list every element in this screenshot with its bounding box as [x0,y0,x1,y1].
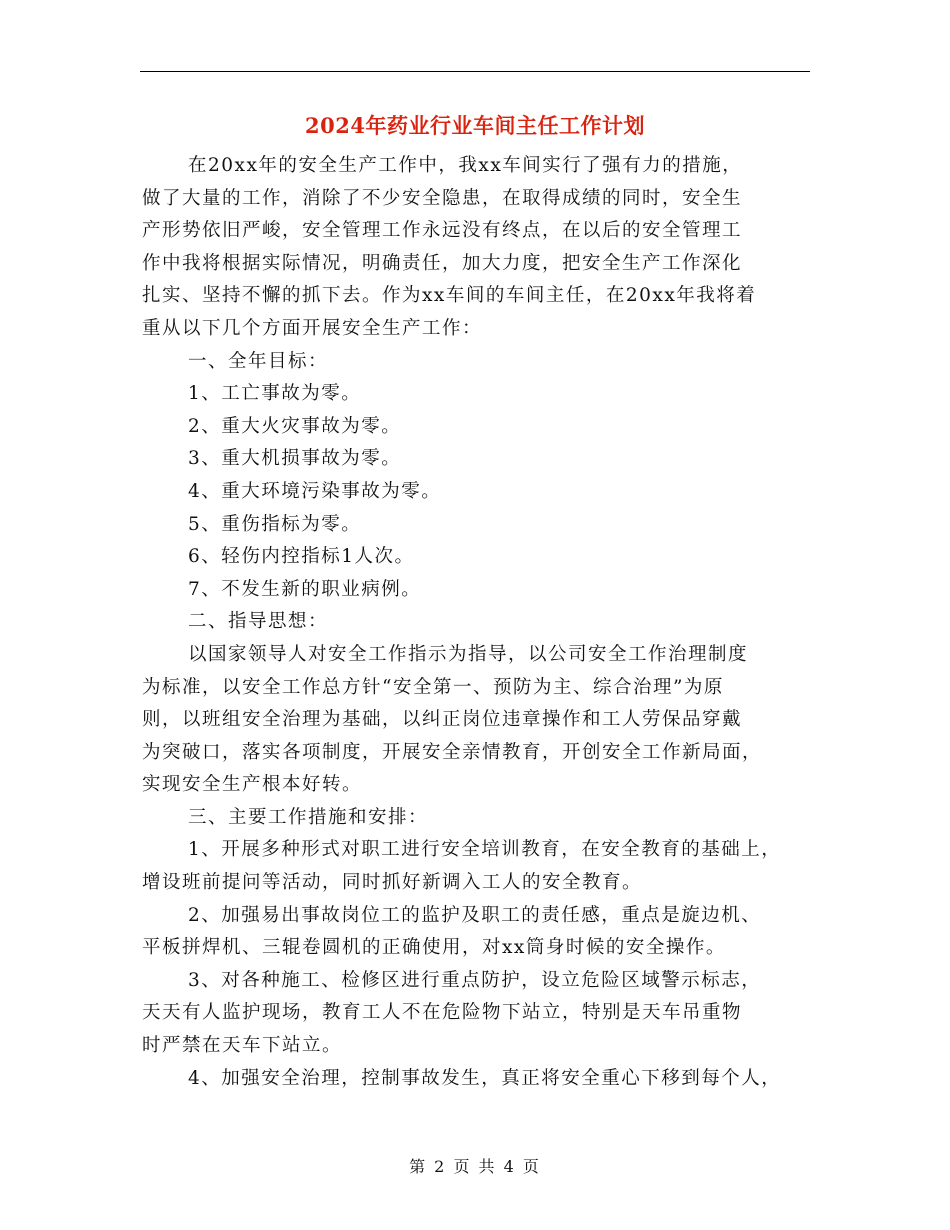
paragraph-line: 为标准，以安全工作总方针“安全第一、预防为主、综合治理”为原 [142,676,724,698]
section-heading: 三、主要工作措施和安排： [188,806,429,828]
list-item: 3、重大机损事故为零。 [188,448,402,470]
paragraph-line: 实现安全生产根本好转。 [142,774,363,796]
section-heading: 二、指导思想： [188,611,329,633]
list-item: 1、工亡事故为零。 [188,383,362,405]
list-item: 4、加强安全治理，控制事故发生，真正将安全重心下移到每个人， [188,1067,782,1089]
paragraph-line: 扎实、坚持不懈的抓下去。作为xx车间的车间主任，在20xx年我将着 [142,285,757,307]
paragraph-line: 在20xx年的安全生产工作中，我xx车间实行了强有力的措施， [188,155,743,176]
list-item: 5、重伤指标为零。 [188,513,362,535]
page-number-footer: 第 2 页 共 4 页 [409,1157,541,1176]
list-item: 4、重大环境污染事故为零。 [188,480,442,502]
header-rule [140,71,810,72]
list-item: 6、轻伤内控指标1人次。 [188,546,415,568]
list-item: 3、对各种施工、检修区进行重点防护，设立危险区域警示标志， [188,969,762,991]
paragraph-line: 以国家领导人对安全工作指示为指导，以公司安全工作治理制度 [188,643,749,665]
paragraph-line: 产形势依旧严峻，安全管理工作永远没有终点，在以后的安全管理工 [142,220,743,242]
paragraph-line: 时严禁在天车下站立。 [142,1035,343,1057]
section-heading: 一、全年目标： [188,350,329,372]
paragraph-line: 天天有人监护现场，教育工人不在危险物下站立，特别是天车吊重物 [142,1002,743,1024]
paragraph-line: 做了大量的工作，消除了不少安全隐患，在取得成绩的同时，安全生 [142,187,743,209]
paragraph-line: 平板拼焊机、三辊卷圆机的正确使用，对xx筒身时候的安全操作。 [142,937,726,959]
document-title: 2024年药业行业车间主任工作计划 [305,113,645,138]
list-item: 1、开展多种形式对职工进行安全培训教育，在安全教育的基础上， [188,839,782,861]
paragraph-line: 则，以班组安全治理为基础，以纠正岗位违章操作和工人劳保品穿戴 [142,709,743,731]
document-body [142,150,814,1095]
paragraph-line: 增设班前提问等活动，同时抓好新调入工人的安全教育。 [142,872,643,894]
list-item: 2、加强易出事故岗位工的监护及职工的责任感，重点是旋边机、 [188,904,762,926]
paragraph-line: 作中我将根据实际情况，明确责任，加大力度，把安全生产工作深化 [142,252,743,274]
paragraph-line: 为突破口，落实各项制度，开展安全亲情教育，开创安全工作新局面， [142,741,763,763]
list-item: 7、不发生新的职业病例。 [188,578,422,600]
list-item: 2、重大火灾事故为零。 [188,415,402,437]
paragraph-line: 重从以下几个方面开展安全生产工作： [142,317,483,339]
